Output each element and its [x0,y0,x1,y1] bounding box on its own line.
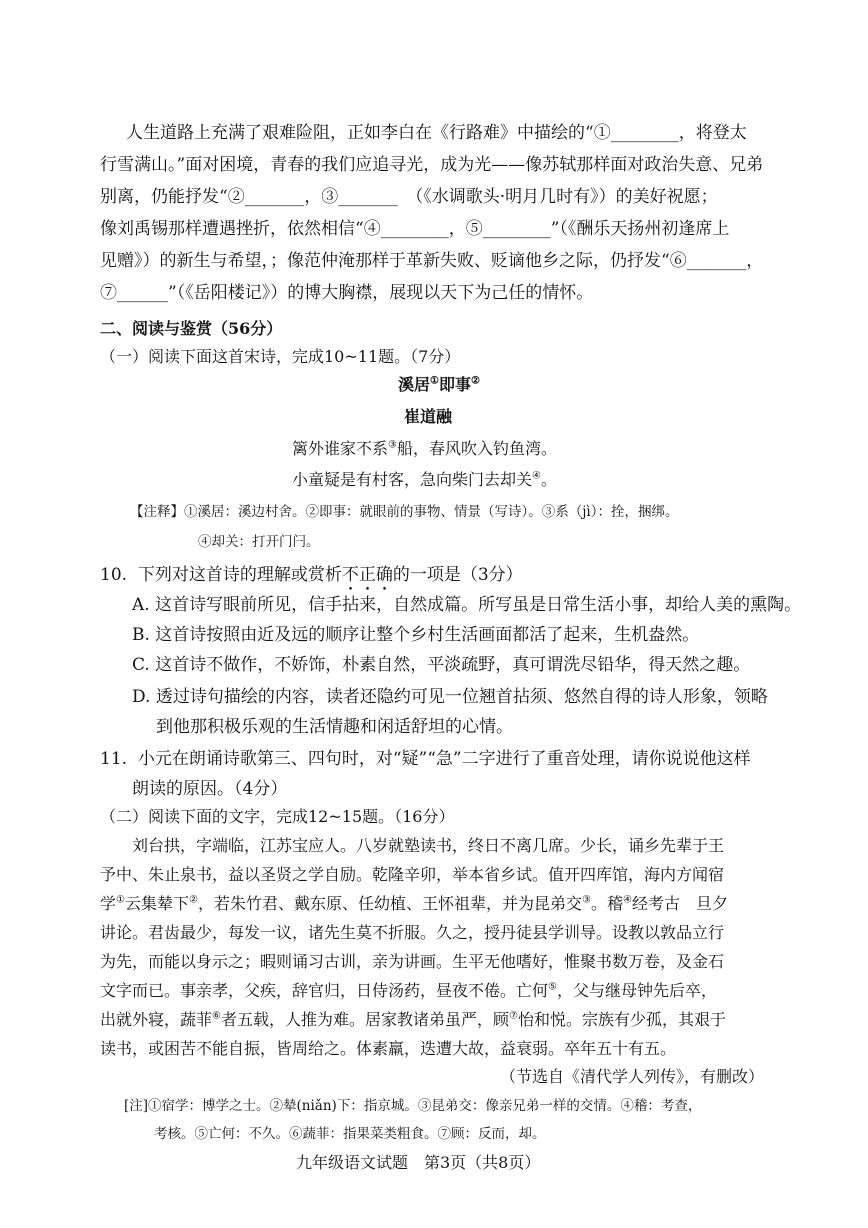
poem-notes-line-2: ④却关：打开门闩。 [198,534,320,550]
prose-line-1: 刘台拱，字端临，江苏宝应人。八岁就塾读书，终日不离几席。少长，诵乡先辈于王 [132,836,725,855]
question-10-option-d-line-1: D. 透过诗句描绘的内容，读者还隐约可见一位翘首拈须、悠然自得的诗人形象，领略 [132,687,768,707]
prose-source: （节选自《清代学人列传》，有删改） [499,1067,764,1086]
prose-line-6: 文字而已。事亲孝，父疾，辞官归，日侍汤药，昼夜不倦。亡何⑤，父与继母钟先后卒， [100,981,717,1000]
poem-notes-line-1: 【注释】①溪居：溪边村舍。②即事：就眼前的事物、情景（写诗）。③系（jì）：拴，捆绑。 [130,504,679,520]
section-heading: 二、阅读与鉴赏（56分） [100,319,283,338]
poem-line-2: 小童疑是有村客，急向柴门去却关④。 [292,470,557,489]
question-10-option-c: C. 这首诗不做作，不娇饰，朴素自然，平淡疏野，真可谓洗尽铅华，得天然之趣。 [132,655,751,675]
part-one-heading: （一）阅读下面这首宋诗，完成10~11题。（7分） [100,347,461,366]
prose-line-8: 读书，或困苦不能自振，皆周给之。体素羸，迭遭大故，益衰弱。卒年五十有五。 [100,1039,677,1058]
prose-line-3: 学①云集辇下②，若朱竹君、戴东原、任幼植、王怀祖辈，并为昆弟交③。稽④经考古 旦夕 [100,894,728,913]
question-10-stem: 10. 下列对这首诗的理解或赏析不正确的一项是（3分） [100,565,523,585]
question-11-line-2: 朗读的原因。（4分） [132,779,288,799]
poem-line-1: 篱外谁家不系③船，春风吹入钓鱼湾。 [292,439,557,458]
page-footer: 九年级语文试题 第3页（共8页） [296,1153,541,1172]
fill-line-5: 见赠》）的新生与希望，；像范仲淹那样于革新失败、贬谪他乡之际，仍抒发“⑥_______， [100,251,764,271]
fill-line-1: 人生道路上充满了艰难险阻，正如李白在《行路难》中描绘的“①________，将登太 [126,123,747,143]
prose-line-5: 为先，而能以身示之；暇则诵习古训，亲为讲画。生平无他嗜好，惟聚书数万卷，及金石 [100,952,725,971]
question-11-line-1: 11. 小元在朗诵诗歌第三、四句时，对“疑”“急”二字进行了重音处理，请你说说他这样 [100,749,751,769]
question-10-option-b: B. 这首诗按照由近及远的顺序让整个乡村生活画面都活了起来，生机盎然。 [132,625,700,645]
poem-title: 溪居①即事② [398,375,480,394]
prose-notes-line-2: 考核。⑤亡何：不久。⑥蔬菲：指果菜类粗食。⑦顾：反而，却。 [154,1126,546,1142]
fill-line-2: 行雪满山。”面对困境，青春的我们应追寻光，成为光——像苏轼那样面对政治失意、兄弟 [100,155,764,175]
prose-line-2: 予中、朱止泉书，益以圣贤之学自励。乾隆辛卯，举本省乡试。值开四库馆，海内方闻宿 [100,865,725,884]
prose-line-7: 出就外寝，蔬菲⑥者五载，人推为难。居家教诸弟虽严，顾⑦怡和悦。宗族有少孤，其艰于 [100,1010,726,1029]
fill-line-6: ⑦______”（《岳阳楼记》）的博大胸襟，展现以天下为己任的情怀。 [100,283,594,303]
poem-author: 崔道融 [404,407,453,426]
question-10-option-d-line-2: 到他那积极乐观的生活情趣和闲适舒坦的心情。 [156,717,513,737]
question-10-option-a: A. 这首诗写眼前所见，信手拈来，自然成篇。所写虽是日常生活小事，却给人美的熏陶。 [132,595,802,615]
fill-line-4: 像刘禹锡那样遭遇挫折，依然相信“④________，⑤________”（《酬乐天扬州初逢席上 [100,219,730,239]
prose-notes-line-1: [注]①宿学：博学之士。②辇(niǎn)下：指京城。③昆弟交：像亲兄弟一样的交情。④稽：考查， [124,1098,702,1114]
part-two-heading: （二）阅读下面的文字，完成12~15题。（16分） [100,807,455,826]
fill-line-3: 别离，仍能抒发“②_______，③_______ （《水调歌头·明月几时有》）的美好祝愿； [100,187,718,207]
prose-line-4: 讲论。君齿最少，每发一议，诸先生莫不折服。久之，授丹徒县学训导。设教以敦品立行 [100,923,725,942]
